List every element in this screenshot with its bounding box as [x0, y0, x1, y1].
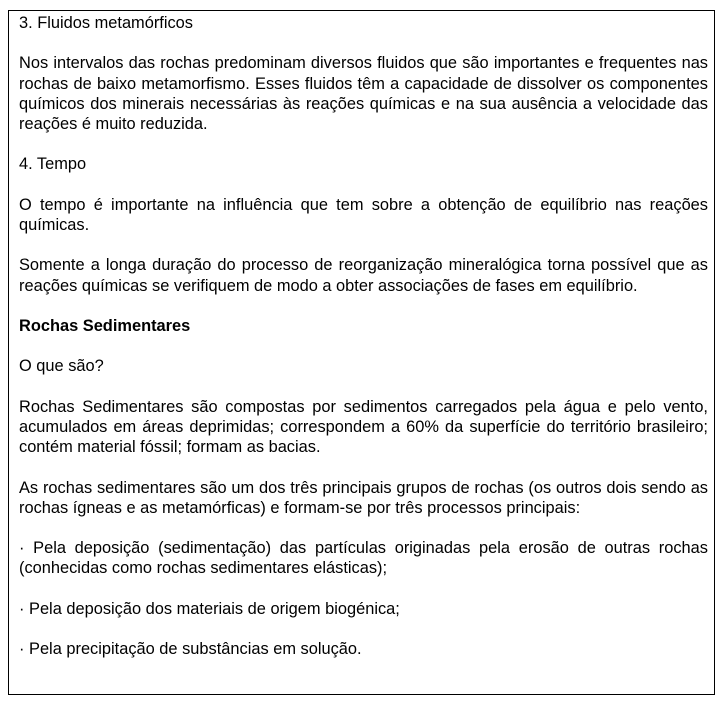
bullet-item-1: · Pela deposição (sedimentação) das partículas originadas pela erosão de outras rochas (conhecidas como rochas sedimentares elásticas); — [19, 539, 708, 578]
document-frame — [8, 10, 715, 695]
section-3-heading: 3. Fluidos metamórficos — [19, 14, 193, 32]
sedimentary-paragraph-1: Rochas Sedimentares são compostas por sedimentos carregados pela água e pelo vento, acumulados em áreas deprimidas; correspondem a 60% da superfície do território brasileiro; contém material fóssil; formam as bacias. — [19, 397, 708, 457]
question-text: O que são? — [19, 357, 104, 376]
section-4-paragraph-1: O tempo é importante na influência que tem sobre a obtenção de equilíbrio nas reações químicas. — [19, 195, 708, 234]
document-content — [19, 13, 708, 680]
bullet-item-2: · Pela deposição dos materiais de origem biogénica; — [19, 599, 400, 618]
sedimentary-heading: Rochas Sedimentares — [19, 316, 191, 335]
sedimentary-paragraph-2: As rochas sedimentares são um dos três principais grupos de rochas (os outros dois sendo as rochas ígneas e as metamórficas) e formam-se por três processos principais: — [19, 478, 708, 517]
section-4-paragraph-2: Somente a longa duração do processo de reorganização mineralógica torna possível que as reações químicas se verifiquem de modo a obter associações de fases em equilíbrio. — [19, 256, 708, 295]
section-4-heading: 4. Tempo — [19, 155, 87, 174]
bullet-item-3: · Pela precipitação de substâncias em solução. — [19, 640, 362, 659]
section-3-paragraph: Nos intervalos das rochas predominam diversos fluidos que são importantes e frequentes nas rochas de baixo metamorfismo. Esses fluidos têm a capacidade de dissolver os componentes químicos dos minerais necessárias às reações químicas e na sua ausência a velocidade das reações é muito reduzida. — [19, 54, 708, 133]
